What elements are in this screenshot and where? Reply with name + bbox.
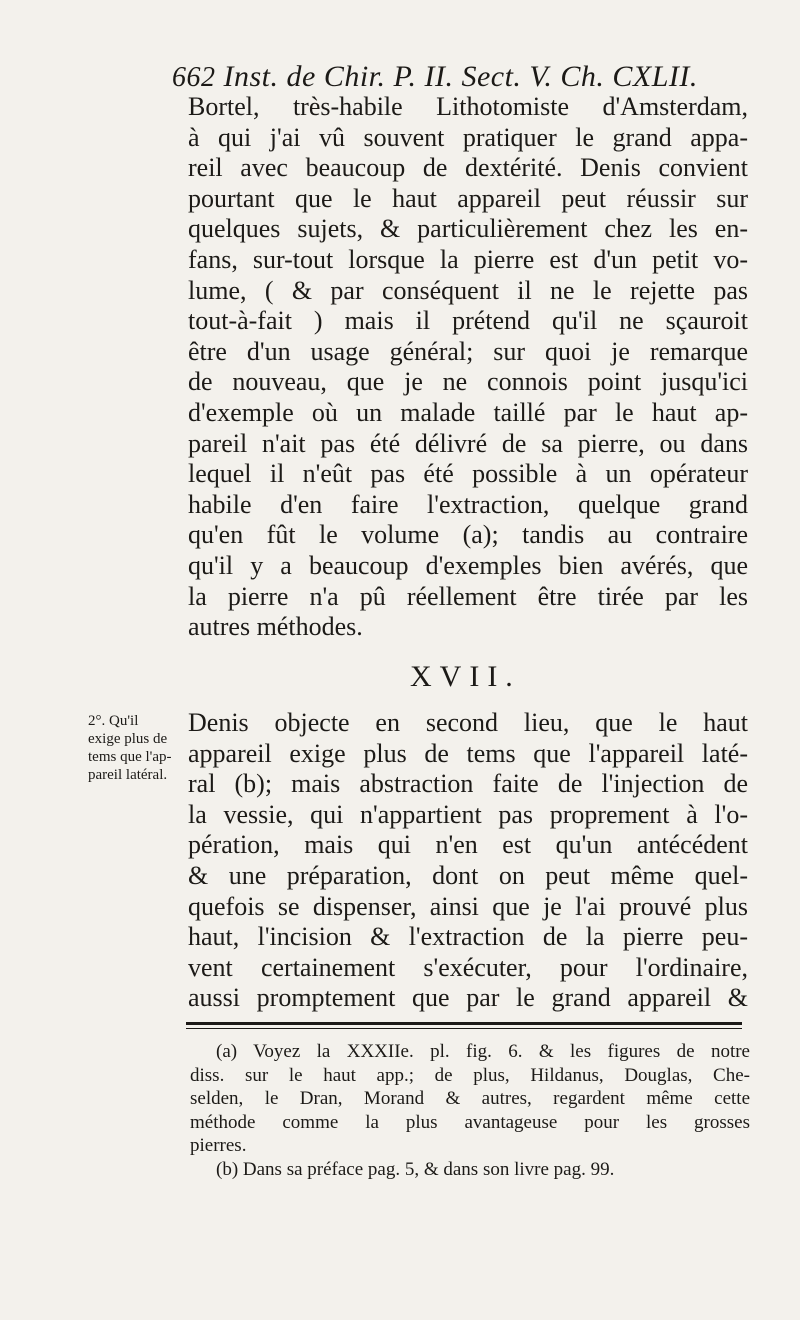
text-line: reil avec beaucoup de dextérité. Denis convient — [188, 153, 748, 183]
text-line: être d'un usage général; sur quoi je remarque — [188, 336, 748, 366]
running-header — [172, 60, 752, 94]
footnote-a-line: pierres. — [190, 1135, 247, 1156]
text-line: d'exemple où un malade taillé par le haut ap- — [188, 397, 748, 427]
text-line: lume, ( & par conséquent il ne le rejette pas — [188, 275, 748, 305]
text-line: la vessie, qui n'appartient pas proprement à l'o- — [188, 799, 748, 829]
text-line: Denis objecte en second lieu, que le haut — [188, 708, 748, 737]
text-line: la pierre n'a pû réellement être tirée par les — [188, 581, 748, 611]
paragraph-2 — [188, 708, 748, 1014]
text-line: appareil exige plus de tems que l'appareil laté- — [188, 738, 748, 768]
section-number: XVII. — [410, 660, 521, 693]
text-line: & une préparation, dont on peut même quel- — [188, 860, 748, 890]
footnote-a-line: (a) Voyez la XXXIIe. pl. fig. 6. & les figures de notre — [216, 1041, 750, 1062]
text-line: haut, l'incision & l'extraction de la pierre peu- — [188, 922, 748, 952]
text-line: habile d'en faire l'extraction, quelque grand — [188, 489, 748, 519]
margin-note-line: 2°. Qu'il — [88, 713, 139, 729]
page-number: 662 — [172, 62, 216, 93]
footnote-b: (b) Dans sa préface pag. 5, & dans son livre pag. 99. — [216, 1158, 615, 1180]
text-line: tout-à-fait ) mais il prétend qu'il ne sçauroit — [188, 306, 748, 336]
footnote-a-line: diss. sur le haut app.; de plus, Hildanus, Douglas, Che- — [190, 1064, 750, 1086]
margin-note-line: exige plus de — [88, 731, 168, 747]
text-line: à qui j'ai vû souvent pratiquer le grand appa- — [188, 122, 748, 152]
text-line: de nouveau, que je ne connois point jusqu'ici — [188, 367, 748, 397]
text-line: aussi promptement que par le grand appareil & — [188, 983, 748, 1013]
text-line: pourtant que le haut appareil peut réussir sur — [188, 183, 748, 213]
text-line: fans, sur-tout lorsque la pierre est d'un petit vo- — [188, 244, 748, 274]
margin-note-line: pareil latéral. — [88, 767, 168, 783]
running-title: Inst. de Chir. P. II. Sect. V. Ch. CXLII. — [223, 60, 698, 93]
footnotes — [190, 1040, 750, 1181]
footnote-rule-thin — [186, 1028, 742, 1029]
footnote-a-line: selden, le Dran, Morand & autres, regardent même cette — [190, 1088, 750, 1109]
margin-note-line: tems que l'ap- — [88, 749, 172, 765]
text-line: lequel il n'eût pas été possible à un opérateur — [188, 459, 748, 489]
text-line: quefois se dispenser, ainsi que je l'ai prouvé plus — [188, 891, 748, 921]
text-line: Bortel, très-habile Lithotomiste d'Amsterdam, — [188, 92, 748, 121]
text-line: autres méthodes. — [188, 612, 363, 642]
footnote-a-line: méthode comme la plus avantageuse pour les grosses — [190, 1111, 750, 1133]
margin-note — [88, 712, 188, 784]
text-line: ral (b); mais abstraction faite de l'injection de — [188, 769, 748, 799]
text-line: qu'en fût le volume (a); tandis au contraire — [188, 520, 748, 550]
footnote-rule — [186, 1022, 742, 1025]
text-line: qu'il y a beaucoup d'exemples bien avérés, que — [188, 550, 748, 580]
text-line: vent certainement s'exécuter, pour l'ordinaire, — [188, 952, 748, 982]
paragraph-1 — [188, 92, 748, 643]
text-line: pareil n'ait pas été délivré de sa pierre, ou dans — [188, 428, 748, 458]
text-line: pération, mais qui n'en est qu'un antécédent — [188, 830, 748, 860]
text-line: quelques sujets, & particulièrement chez les en- — [188, 214, 748, 244]
